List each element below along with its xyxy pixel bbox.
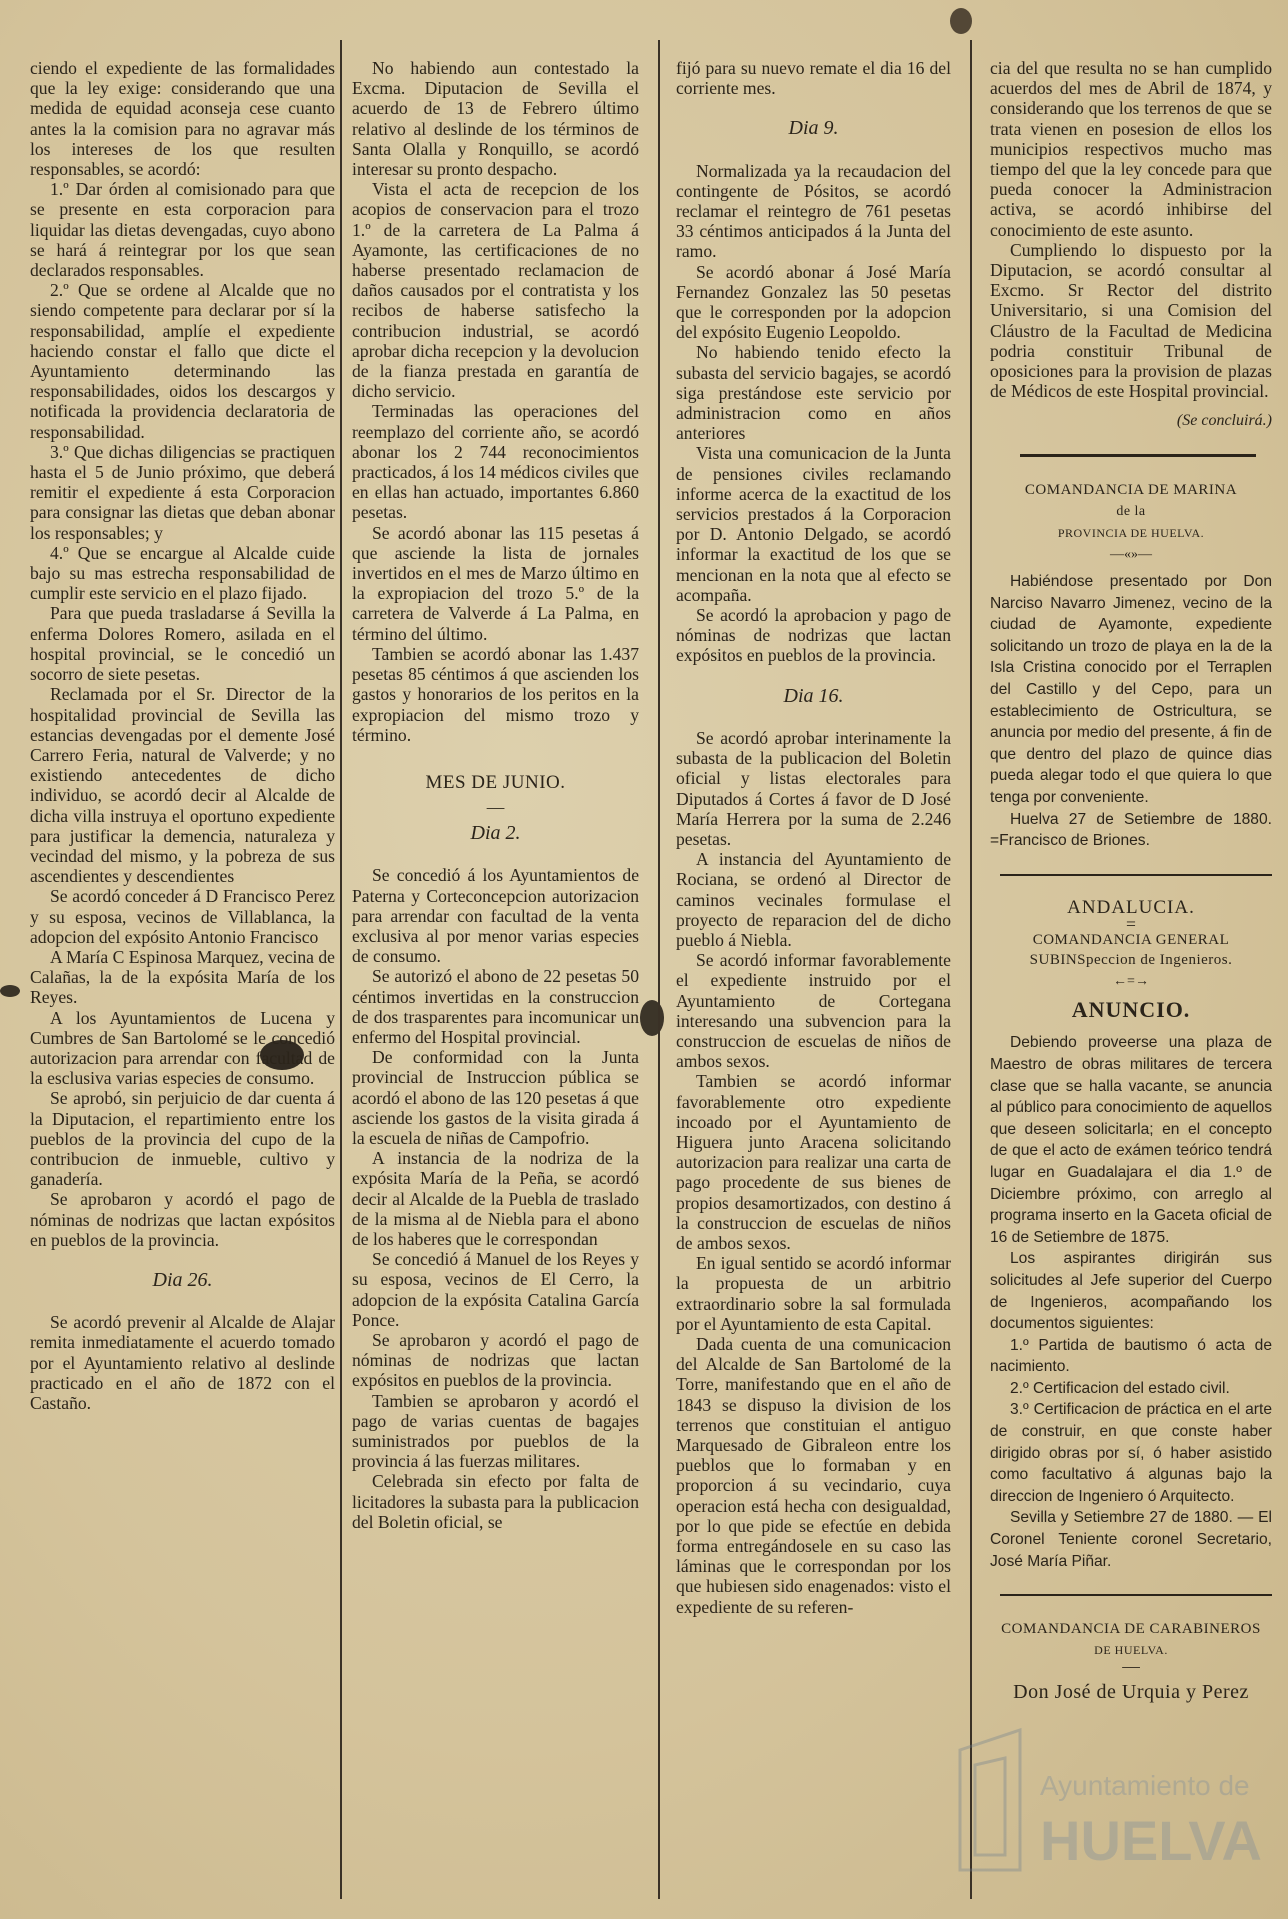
paragraph: Se acordó abonar á José María Fernandez Gonzalez las 50 pesetas que le corresponden por la adopcion del expósito Eugenio Leopoldo.	[676, 261, 951, 343]
paragraph: Se aprobaron y acordó el pago de nóminas de nodrizas que lactan expósitos en pueblos de la provincia.	[352, 1329, 639, 1391]
paragraph: cia del que resulta no se han cumplido acuerdos del mes de Abril de 1874, y considerando que los terrenos de que se trata vienen en posesion de ellos los municipios respectivos mucho mas tiempo del que la ley concede para que pueda conocer la Administracion activa, se acordó inhibirse del conocimiento de este asunto.	[990, 58, 1272, 240]
list-item: 1.º Partida de bautismo ó acta de nacimiento.	[990, 1336, 1272, 1376]
column-4	[990, 58, 1272, 1703]
paragraph: A María C Espinosa Marquez, vecina de Calañas, la de la expósita María de los Reyes.	[30, 946, 335, 1008]
column-rule	[970, 40, 972, 1899]
paragraph: fijó para su nuevo remate el dia 16 del corriente mes.	[676, 58, 951, 99]
section-divider	[1000, 874, 1272, 876]
paragraph: Vista el acta de recepcion de los acopios de conservacion para el trozo 1.º de la carretera de La Palma á Ayamonte, las certificaciones de no haberse presentado reclamacion de daños causados por el contratista y los recibos de haberse satisfecho la contribucion industrial, se acordó aprobar dicha recepcion y la devolucion de la fianza prestada en garantía de dicho servicio.	[352, 179, 639, 402]
column-rule	[340, 40, 342, 1899]
paragraph: 2.º Que se ordene al Alcalde que no siendo competente para declarar por sí la responsabilidad, amplíe el expediente haciendo constar el fallo que dicte el Ayuntamiento determinando las responsabilidades, oidos los descargos y notificada la providencia declaratoria de responsabilidad.	[30, 280, 335, 442]
list-item: 2.º Certificacion del estado civil.	[1010, 1379, 1230, 1397]
watermark-line-1: Ayuntamiento de	[1040, 1770, 1250, 1801]
marina-heading-province: PROVINCIA DE HUELVA.	[1057, 525, 1205, 540]
paragraph: Huelva 27 de Setiembre de 1880. =Francisco de Briones.	[990, 810, 1272, 850]
list-item: 3.º Certificacion de práctica en el arte de construir, en que conste haber dirigido obras por sí, ó haber asistido como facultativo á algunas bajo la direccion de Ingeniero ó Arquitecto.	[990, 1401, 1272, 1505]
paragraph: Se acordó aprobar interinamente la subasta de la publicacion del Boletin oficial y listas electorales para Diputados á Cortes á favor de D José María Herrera por la suma de 2.246 pesetas.	[676, 727, 951, 849]
carabineros-heading-province: DE HUELVA.	[1094, 1643, 1168, 1658]
paragraph: Se acordó prevenir al Alcalde de Alajar remita inmediatamente el acuerdo tomado por el Ayuntamiento relativo al deslinde practicado en el año de 1872 con el Castaño.	[30, 1312, 335, 1413]
ornament: —«»—	[1110, 546, 1152, 562]
marina-heading: COMANDANCIA DE MARINA	[1024, 481, 1238, 498]
paragraph: Se acordó conceder á D Francisco Perez y su esposa, vecinos de Villablanca, la adopcion del expósito Antonio Francisco	[30, 886, 335, 947]
ornament: ←=→	[1113, 973, 1149, 989]
divider: —	[486, 797, 505, 818]
paragraph: A los Ayuntamientos de Lucena y Cumbres de San Bartolomé se le concedió autorizacion para arrendar con facultad de la esclusiva varias especies de consumo.	[30, 1007, 335, 1089]
paragraph: Terminadas las operaciones del reemplazo del corriente año, se acordó abonar los 2 744 reconocimientos practicados, á los 14 médicos civiles que en ellas han actuado, importantes 6.860 pesetas.	[352, 401, 639, 523]
divider: —	[1122, 1656, 1140, 1677]
paragraph: Dada cuenta de una comunicacion del Alcalde de San Bartolomé de la Torre, manifestando que en el año de 1843 se dispuso la division de los terrenos que constituian el antiguo Marquesado de Gibraleon entre los pueblos que lo formaban y en proporcion á su vecindario, cuya operacion está hecha con desigualdad, por lo que pide se efectúe en debida forma entregándosele en su caso las láminas que le correspondan por los que hubiesen sido enagenados: visto el expediente de su referen-	[676, 1333, 951, 1617]
column-3	[676, 58, 951, 1617]
paragraph: A instancia de la nodriza de la expósita María de la Peña, se acordó decir al Alcalde de la Puebla de traslado de la misma al de Niebla para el abono de los haberes que le correspondan	[352, 1148, 639, 1249]
column-1	[30, 58, 335, 1413]
continued-note: (Se concluirá.)	[1176, 412, 1272, 430]
paragraph: Se acordó abonar las 115 pesetas á que asciende la lista de jornales invertidos en el mes de Marzo último en la expropiacion del trozo 5.º de la carretera de Valverde á La Palma, en término del último.	[352, 522, 639, 644]
paragraph: Tambien se aprobaron y acordó el pago de varias cuentas de bagajes suministrados por pueblos de la provincia á las fuerzas militares.	[352, 1390, 639, 1472]
paragraph: Vista una comunicacion de la Junta de pensiones civiles reclamando informe acerca de la exactitud de los servicios prestados á la Corporacion por D. Antonio Delgado, se acordó informar la exactitud de los que se mencionan en la nota que al efecto se acompaña.	[676, 443, 951, 605]
anuncio-title: ANUNCIO.	[1071, 997, 1191, 1023]
paragraph: Se autorizó el abono de 22 pesetas 50 céntimos invertidas en la construccion de dos trasparentes para incomunicar un enfermo del Hospital provincial.	[352, 966, 639, 1047]
paragraph: 1.º Dar órden al comisionado para que se presente en esta corporacion para liquidar las dietas devengadas, cuyo abono se hará á reintegrar por los que sean declarados responsables.	[30, 179, 335, 281]
paragraph: Cumpliendo lo dispuesto por la Diputacion, se acordó consultar al Excmo. Sr Rector del distrito Universitario, si una Comision del Cláustro de la Facultad de Medicina podria constituir Tribunal de oposiciones para la provision de plazas de Médicos de este Hospital provincial.	[990, 239, 1272, 402]
paragraph: No habiendo tenido efecto la subasta del servicio bagajes, se acordó siga prestándose este servicio por administracion como en años anteriores	[676, 342, 951, 444]
column-2	[352, 58, 639, 1532]
andalucia-heading: COMANDANCIA GENERAL SUBINSpeccion de Ingenieros.	[1029, 931, 1233, 968]
section-divider	[1000, 1594, 1272, 1596]
paragraph: Los aspirantes dirigirán sus solicitudes al Jefe superior del Cuerpo de Ingenieros, acompañando los documentos siguientes:	[990, 1250, 1272, 1333]
paragraph: Sevilla y Setiembre 27 de 1880. — El Coronel Teniente coronel Secretario, José María Piñar.	[990, 1509, 1272, 1570]
paragraph: Tambien se acordó informar favorablemente otro expediente incoado por el Ayuntamiento de Higuera junto Aracena solicitando autorizacion para realizar una carta de pago procedente de sus bienes de propios desamortizados, con destino á la construccion de escuelas de niños de ambos sexos.	[676, 1071, 951, 1253]
paragraph: Reclamada por el Sr. Director de la hospitalidad provincial de Sevilla las estancias devengadas por el demente José Carrero Feria, natural de Valverde; y no existiendo antecedentes de dicho individuo, se acordó decir al Alcalde de dicha villa instruya el oportuno expediente para justificar la demencia, naturaleza y vecindad del mismo, y la pobreza de sus ascendientes y descendientes	[30, 684, 335, 887]
carabineros-heading: COMANDANCIA DE CARABINEROS	[1001, 1621, 1261, 1638]
ink-spot	[0, 985, 20, 997]
paragraph: Se aprobó, sin perjuicio de dar cuenta á la Diputacion, el repartimiento entre los pueblos de la provincia del cupo de la contribucion de inmueble, cultivo y ganadería.	[30, 1088, 335, 1190]
watermark-emblem-icon	[960, 1730, 1020, 1870]
ink-spot	[640, 1000, 664, 1036]
paragraph: 4.º Que se encargue al Alcalde cuide bajo su mas estrecha responsabilidad de cumplir este servicio en el plazo fijado.	[30, 542, 335, 604]
paragraph: Don José de Urquia y Perez	[1013, 1681, 1249, 1704]
section-heading-dia-26: Dia 26.	[152, 1268, 213, 1291]
section-heading-mes-de-junio: MES DE JUNIO.	[425, 771, 566, 793]
section-heading-dia-16: Dia 16.	[783, 684, 844, 707]
paragraph: Se concedió á Manuel de los Reyes y su esposa, vecinos de El Cerro, la adopcion de la expósita Catalina García Ponce.	[352, 1249, 639, 1330]
section-heading-dia-9: Dia 9.	[788, 117, 839, 140]
paragraph: Habiéndose presentado por Don Narciso Navarro Jimenez, vecino de la ciudad de Ayamonte, expediente solicitando un trozo de playa en la de la Isla Cristina conocido por el Terraplen del Castillo y del Cepo, para un establecimiento de Ostricultura, se anuncia por medio del presente, á fin de que dentro del plazo de quince dias pueda alegar todo el que quiera lo que tenga por conveniente.	[990, 573, 1272, 806]
paragraph: A instancia del Ayuntamiento de Rociana, se ordenó al Director de caminos vecinales formulase el proyecto de reparacion del de dicho pueblo á Niebla.	[676, 849, 951, 950]
paragraph: Se acordó la aprobacion y pago de nóminas de nodrizas que lactan expósitos en pueblos de la provincia.	[676, 605, 951, 666]
paragraph: ciendo el expediente de las formalidades que la ley exige: considerando que una medida de equidad aconseja cese cuanto antes la la comision para no agravar más los intereses de los que resulten responsables, se acordó:	[30, 58, 335, 180]
paragraph: Normalizada ya la recaudacion del contingente de Pósitos, se acordó reclamar el reintegro de 761 pesetas 33 céntimos anticipados á la Junta del ramo.	[676, 160, 951, 262]
paragraph: Debiendo proveerse una plaza de Maestro de obras militares de tercera clase que se halla vacante, se anuncia al público para conocimiento de aquellos que deseen solicitarla; en el concepto de que el acto de exámen teórico tendrá lugar en Guadalajara el dia 1.º de Diciembre próximo, con arreglo al programa inserto en la Gaceta oficial de 16 de Setiembre de 1875.	[990, 1034, 1272, 1246]
paragraph: Para que pueda trasladarse á Sevilla la enferma Dolores Romero, asilada en el hospital provincial, se le concedió un socorro de siete pesetas.	[30, 603, 335, 685]
paragraph: De conformidad con la Junta provincial de Instruccion pública se acordó el abono de las 120 pesetas á que asciende los gastos de la visita girada á la escuela de niñas de Campofrio.	[352, 1047, 639, 1148]
paragraph: Tambien se acordó abonar las 1.437 pesetas 85 céntimos á que ascienden los gastos y honorarios de los peritos en la expropiacion del mismo trozo y término.	[352, 643, 639, 745]
section-divider	[1020, 454, 1256, 457]
paragraph: En igual sentido se acordó informar la propuesta de un arbitrio extraordinario sobre la sal formulada por el Ayuntamiento de esta Capital.	[676, 1253, 951, 1334]
paragraph: Se concedió á los Ayuntamientos de Paterna y Corteconcepcion autorizacion para arrendar con facultad de la venta exclusiva al por menor varias especies de consumo.	[352, 865, 639, 967]
divider: =	[1126, 913, 1136, 934]
ayuntamiento-huelva-watermark	[950, 1720, 1270, 1895]
andalucia-title: ANDALUCIA.	[1067, 896, 1195, 918]
marina-heading-de-la: de la	[1116, 503, 1146, 519]
paragraph: No habiendo aun contestado la Excma. Diputacion de Sevilla el acuerdo de 13 de Febrero último relativo al deslinde de los términos de Santa Olalla y Ronquillo, se acordó interesar su pronto despacho.	[352, 58, 639, 180]
column-rule	[658, 40, 660, 1899]
watermark-line-2: HUELVA	[1040, 1809, 1262, 1872]
paragraph: Se acordó informar favorablemente el expediente instruido por el Ayuntamiento de Cortegana interesando una subvencion para la construccion de escuelas de niños de ambos sexos.	[676, 950, 951, 1072]
paragraph: Se aprobaron y acordó el pago de nóminas de nodrizas que lactan expósitos en pueblos de la provincia.	[30, 1189, 335, 1250]
section-heading-dia-2: Dia 2.	[470, 822, 521, 845]
paragraph: 3.º Que dichas diligencias se practiquen hasta el 5 de Junio próximo, que deberá remitir el expediente á esta Corporacion para consignar las dietas que deban abonar los responsables; y	[30, 441, 335, 543]
paragraph: Celebrada sin efecto por falta de licitadores la subasta para la publicacion del Boletin oficial, se	[352, 1471, 639, 1532]
ink-spot	[950, 8, 972, 34]
